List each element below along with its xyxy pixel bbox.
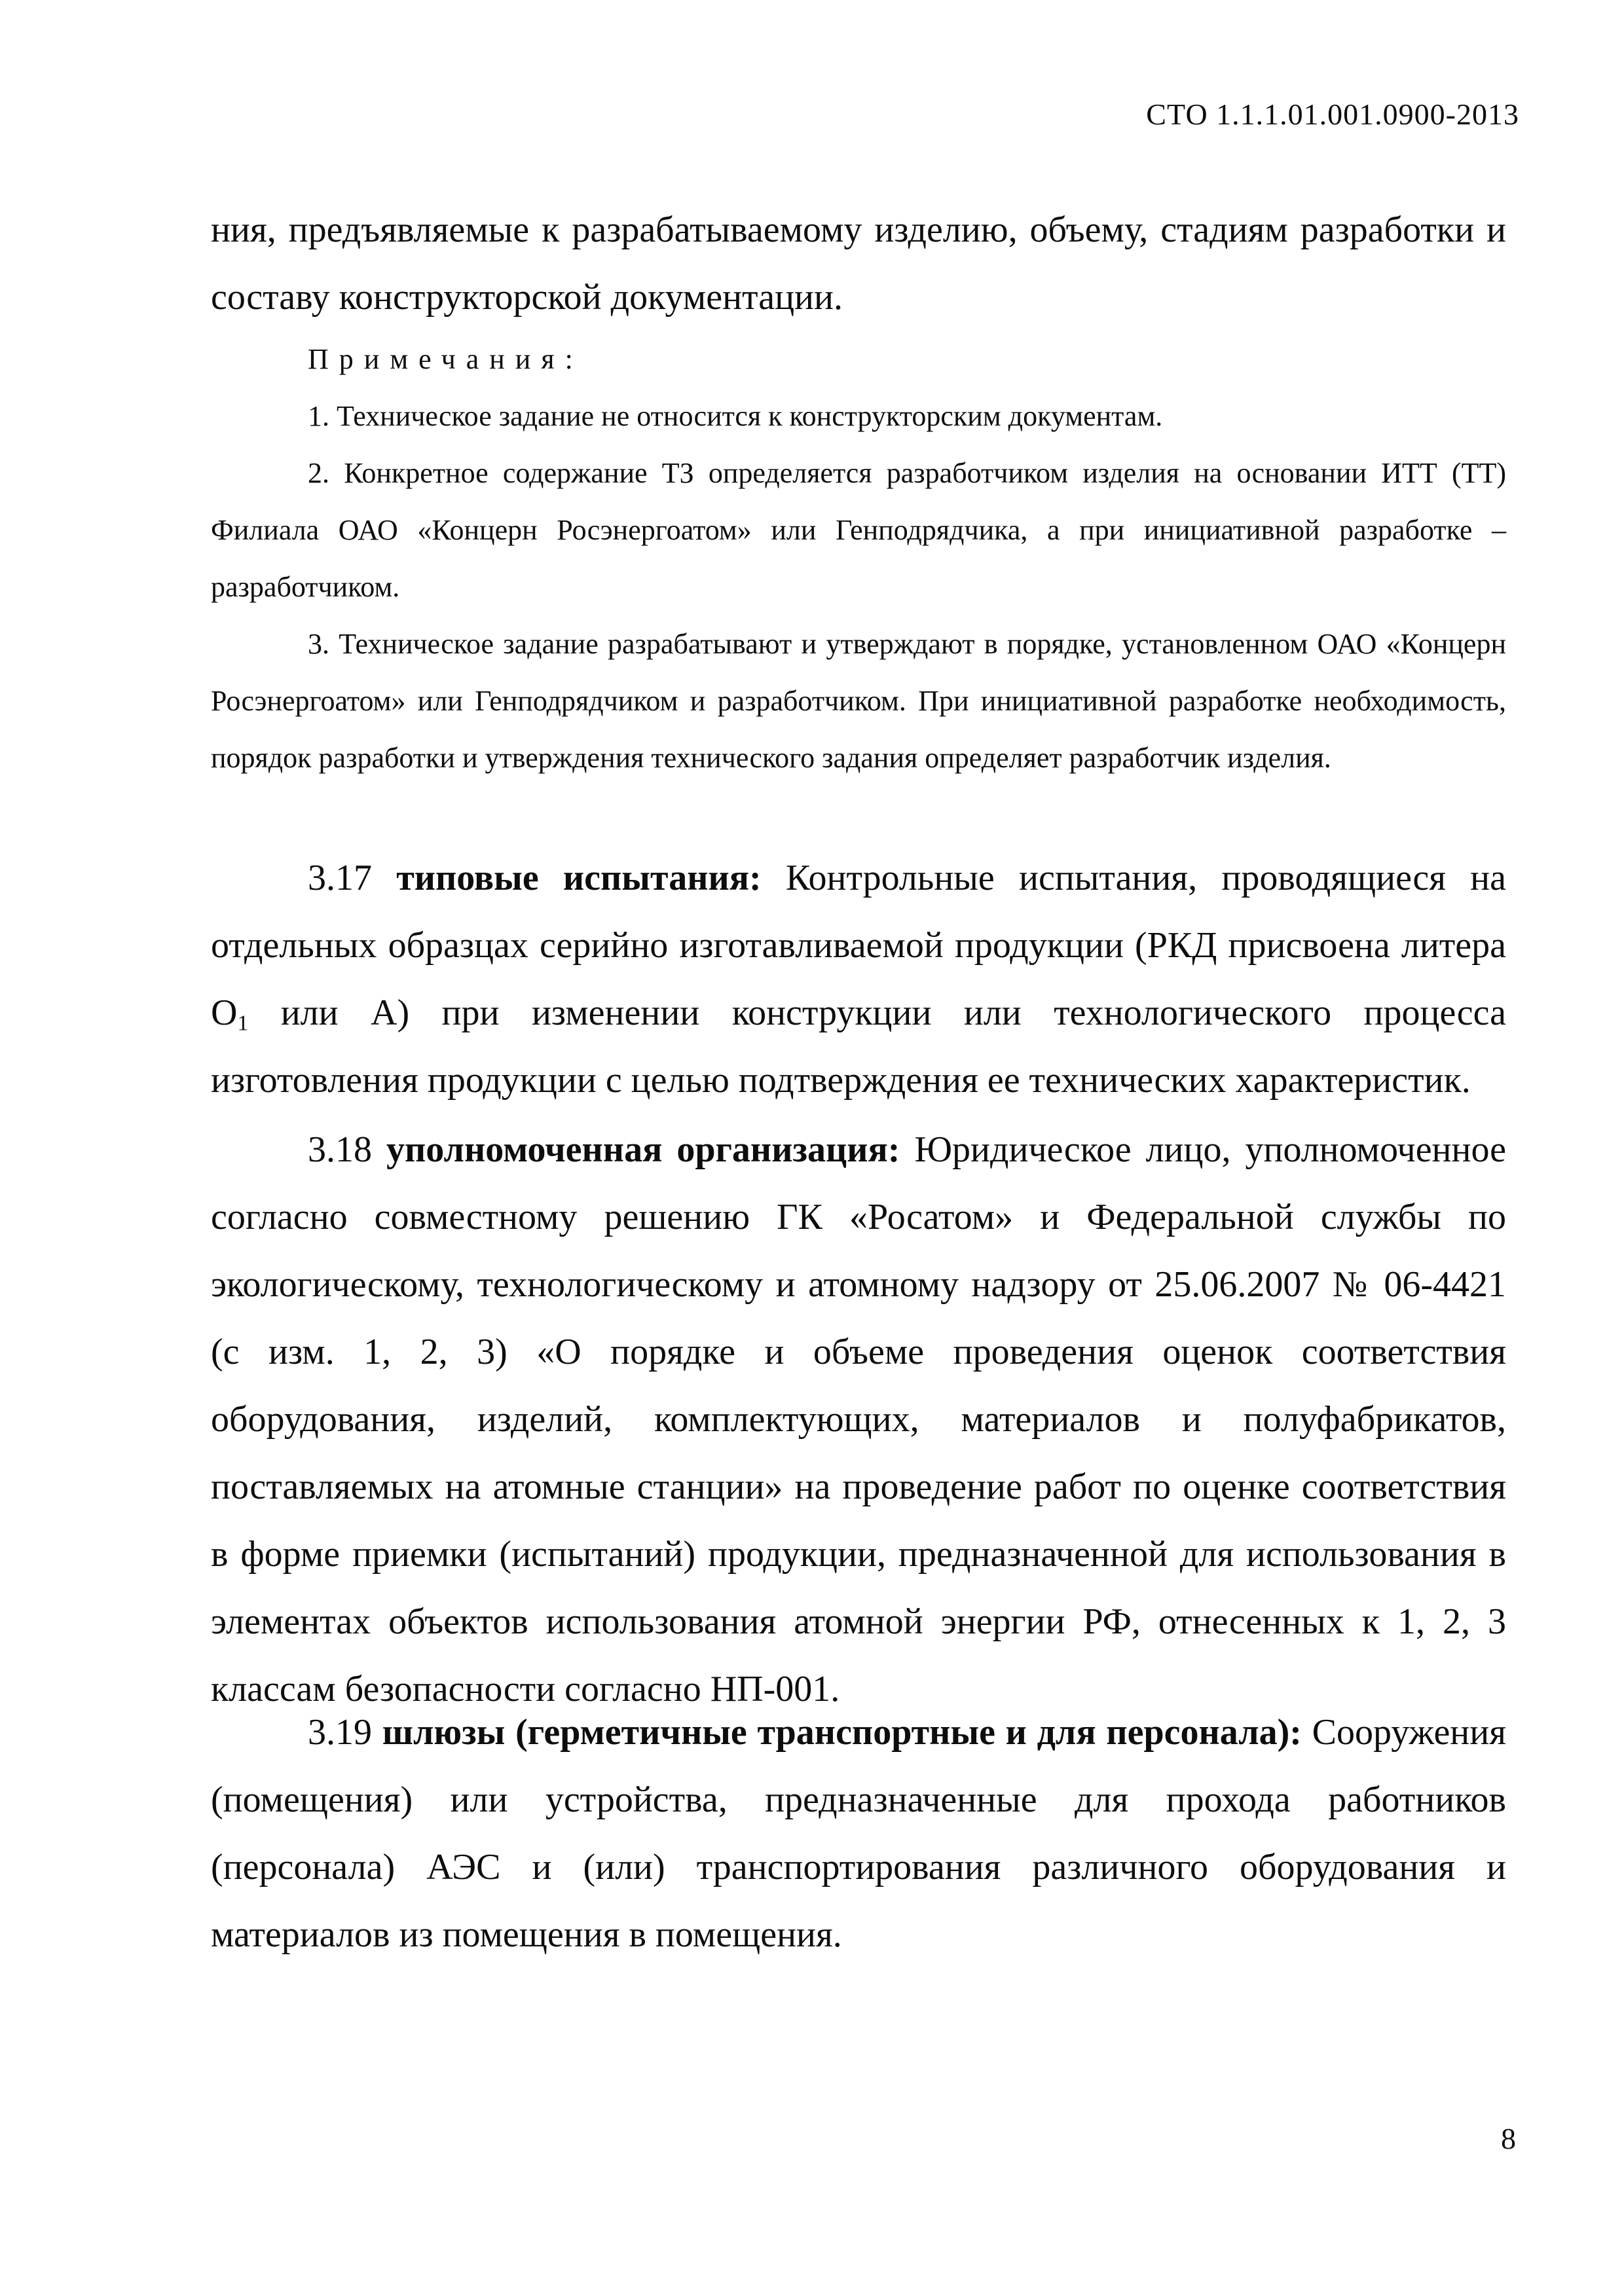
- note-item-1: [211, 388, 1506, 445]
- definition-paragraph: [211, 1699, 1506, 1969]
- definition-number: 3.17: [308, 858, 372, 898]
- definition-paragraph: [211, 1116, 1506, 1723]
- note-text: Техническое задание разрабатывают и утверждают в порядке, установленном ОАО «Концерн Росэнергоатом» или Генподрядчиком и разработчиком. При инициативной разработке необходимость, порядок разработки и утверждения технического задания определяет разработчик изделия.: [211, 628, 1507, 774]
- definition-text: Контрольные испытания, проводящиеся на отдельных образцах серийно изготавливаемой продукции (РКД присвоена литера О: [211, 858, 1507, 1033]
- definition-term: уполномоченная организация:: [386, 1129, 900, 1170]
- definition-text: Сооружения (помещения) или устройства, предназначенные для прохода работников (персонала) АЭС и (или) транспортирования различного оборудования и материалов из помещения в помещения.: [211, 1712, 1506, 1955]
- notes-heading: Примечания:: [308, 343, 583, 375]
- notes-block: [211, 331, 1506, 786]
- intro-paragraph: ния, предъявляемые к разрабатываемому изделию, объему, стадиям разработки и составу конструкторской документации.: [211, 210, 1506, 318]
- note-number: 3.: [308, 628, 329, 660]
- definition-number: 3.18: [308, 1129, 372, 1170]
- note-number: 1.: [308, 400, 329, 432]
- definition-text-continued: или А) при изменении конструкции или технологического процесса изготовления продукции с целью подтверждения ее технических характеристик.: [211, 993, 1506, 1101]
- note-text: Техническое задание не относится к конструкторским документам.: [337, 400, 1163, 432]
- definition-term: типовые испытания:: [396, 858, 762, 898]
- note-item-3: [211, 615, 1506, 786]
- intro-paragraph-block: [211, 196, 1506, 331]
- definition-3-18: [211, 1116, 1506, 1723]
- definition-term: шлюзы (герметичные транспортные и для персонала):: [382, 1712, 1302, 1753]
- note-item-2: [211, 445, 1506, 615]
- definition-3-19: [211, 1699, 1506, 1969]
- definition-paragraph: [211, 845, 1506, 1114]
- page-number: 8: [1501, 2122, 1516, 2155]
- definition-subscript: 1: [237, 1011, 249, 1036]
- definition-text: Юридическое лицо, уполномоченное согласно совместному решению ГК «Росатом» и Федеральной службы по экологическому, технологическому и атомному надзору от 25.06.2007 № 06-4421 (с изм. 1, 2, 3) «О порядке и объеме проведения оценок соответствия оборудования, изделий, комплектующих, материалов и полуфабрикатов, поставляемых на атомные станции» на проведение работ по оценке соответствия в форме приемки (испытаний) продукции, предназначенной для использования в элементах объектов использования атомной энергии РФ, отнесенных к 1, 2, 3 классам безопасности согласно НП-001.: [211, 1129, 1507, 1709]
- definition-number: 3.19: [308, 1712, 372, 1753]
- definition-3-17: [211, 845, 1506, 1114]
- note-text: Конкретное содержание ТЗ определяется разработчиком изделия на основании ИТТ (ТТ) Филиала ОАО «Концерн Росэнергоатом» или Генподрядчика, а при инициативной разработке – разработчиком.: [211, 457, 1507, 603]
- note-number: 2.: [308, 457, 329, 489]
- document-code: СТО 1.1.1.01.001.0900-2013: [1146, 98, 1519, 131]
